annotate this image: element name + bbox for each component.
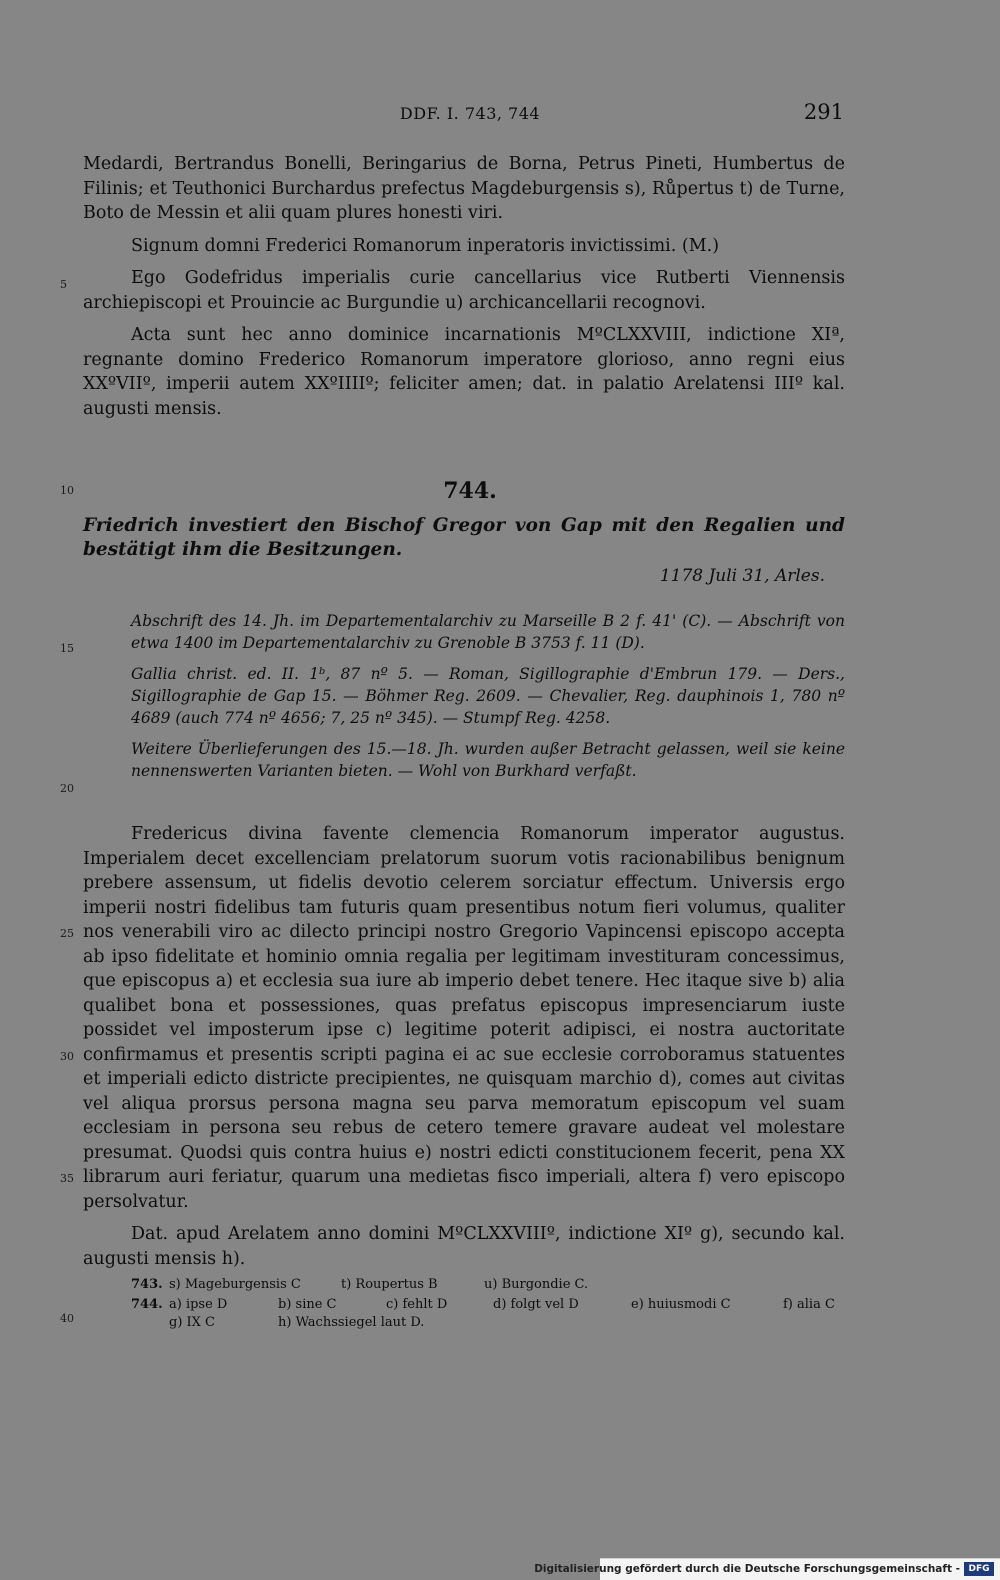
footnote-item: s) Mageburgensis C <box>169 1277 301 1292</box>
footnote-row-744 <box>131 1296 845 1314</box>
footnote-row-743 <box>131 1276 845 1294</box>
line-number-25: 25 <box>60 927 74 940</box>
line-number-5: 5 <box>60 278 67 291</box>
footnote-item: a) ipse D <box>169 1297 228 1312</box>
footnote-label: 743. <box>131 1277 163 1292</box>
footnotes <box>131 1276 845 1332</box>
footnote-item: c) fehlt D <box>386 1297 448 1312</box>
line-number-40: 40 <box>60 1312 74 1325</box>
line-number-15: 15 <box>60 642 74 655</box>
footnote-item: f) alia C <box>783 1297 835 1312</box>
source-apparatus <box>131 610 845 782</box>
signum-paragraph: Signum domni Frederici Romanorum inperatoris invictissimi. (M.) <box>131 235 720 256</box>
line-number-30: 30 <box>60 1050 74 1063</box>
recognition-paragraph: Ego Godefridus imperialis curie cancellarius vice Rutberti Viennensis archiepiscopi et Prouincie ac Burgundie u) archicancellarii recognovi. <box>83 268 845 313</box>
footnote-row-744-cont <box>131 1314 845 1332</box>
footnote-label: 744. <box>131 1297 163 1312</box>
doc-743-text <box>83 152 845 421</box>
page-number: 291 <box>803 100 844 124</box>
footnote-item: d) folgt vel D <box>493 1297 579 1312</box>
document-regest: Friedrich investiert den Bischof Gregor von Gap mit den Regalien und bestätigt ihm die Besitzungen. <box>83 515 845 560</box>
footnote-item: b) sine C <box>278 1297 337 1312</box>
funding-text: Digitalisierung gefördert durch die Deutsche Forschungsgemeinschaft - <box>534 1563 960 1575</box>
line-number-10: 10 <box>60 484 74 497</box>
line-number-20: 20 <box>60 782 74 795</box>
doc-744-text <box>83 822 845 1271</box>
document-date: 1178 Juli 31, Arles. <box>659 566 825 586</box>
footnote-item: e) huiusmodi C <box>631 1297 731 1312</box>
running-title: DDF. I. 743, 744 <box>399 104 541 123</box>
footnote-item: h) Wachssiegel laut D. <box>278 1315 425 1330</box>
apparatus-remarks: Weitere Überlieferungen des 15.—18. Jh. wurden außer Betracht gelassen, weil sie keine nennenswerten Varianten bieten. — Wohl von Burkhard verfaßt. <box>131 740 845 780</box>
footnote-item: u) Burgondie C. <box>484 1277 589 1292</box>
dfg-logo: DFG <box>964 1562 994 1576</box>
line-number-35: 35 <box>60 1172 74 1185</box>
apparatus-editions: Gallia christ. ed. II. 1ᵇ, 87 nº 5. — Roman, Sigillographie d'Embrun 179. — Ders., Sigillographie de Gap 15. — Böhmer Reg. 2609. — Chevalier, Reg. dauphinois 1, 780 nº 4689 (auch 774 nº 4656; 7, 25 nº 345). — Stumpf Reg. 4258. <box>131 665 845 727</box>
apparatus-manuscripts: Abschrift des 14. Jh. im Departementalarchiv zu Marseille B 2 f. 41' (C). — Abschrift von etwa 1400 im Departementalarchiv zu Grenoble B 3753 f. 11 (D). <box>131 612 845 652</box>
footnote-item: t) Roupertus B <box>341 1277 438 1292</box>
funding-bar <box>534 1558 1000 1580</box>
document-number: 744. <box>443 478 497 504</box>
charter-dating-paragraph: Dat. apud Arelatem anno domini MºCLXXVIIIº, indictione XIº g), secundo kal. augusti mensis h). <box>83 1224 845 1269</box>
charter-text-paragraph: Fredericus divina favente clemencia Romanorum imperator augustus. Imperialem decet excellenciam prelatorum suorum votis racionabilibus benignum prebere assensum, ut fidelis devotio celerem sorciatur effectum. Universis ergo imperii nostri fidelibus tam futuris quam presentibus notum fieri volumus, qualiter nos venerabili viro ac dilecto principi nostro Gregorio Vapincensi episcopo accepta ab ipso fidelitate et hominio omnia regalia per legitimam investituram concessimus, que episcopus a) et ecclesia sua iure ab imperio debet tenere. Hec itaque sive b) alia qualibet bona et possessiones, quas prefatus episcopus impresenciarum iuste possidet vel imposterum ipse c) legitime poterit adipisci, ei nostra auctoritate confirmamus et presentis scripti pagina ei ac sue ecclesie corroboramus statuentes et imperiali edicto districte precipientes, ne quisquam marchio d), comes aut civitas vel aliqua prorsus persona magna seu parva memoratum episcopum vel suam ecclesiam in persona seu rebus de cetero temere gravare audeat vel molestare presumat. Quodsi quis contra huius e) nostri edicti constitucionem fecerit, pena XX librarum auri feriatur, quarum una medietas fisco imperiali, altera f) vero episcopo persolvatur. <box>83 824 845 1212</box>
footnote-item: g) IX C <box>169 1315 215 1330</box>
dating-paragraph: Acta sunt hec anno dominice incarnationis MºCLXXVIII, indictione XIª, regnante domino Frederico Romanorum imperatore glorioso, anno regni eius XXºVIIº, imperii autem XXºIIIIº; feliciter amen; dat. in palatio Arelatensi IIIº kal. augusti mensis. <box>83 325 845 419</box>
witness-list-paragraph: Medardi, Bertrandus Bonelli, Beringarius de Borna, Petrus Pineti, Humbertus de Filinis; et Teuthonici Burchardus prefectus Magdeburgensis s), Růpertus t) de Turne, Boto de Messin et alii quam plures honesti viri. <box>83 154 845 223</box>
